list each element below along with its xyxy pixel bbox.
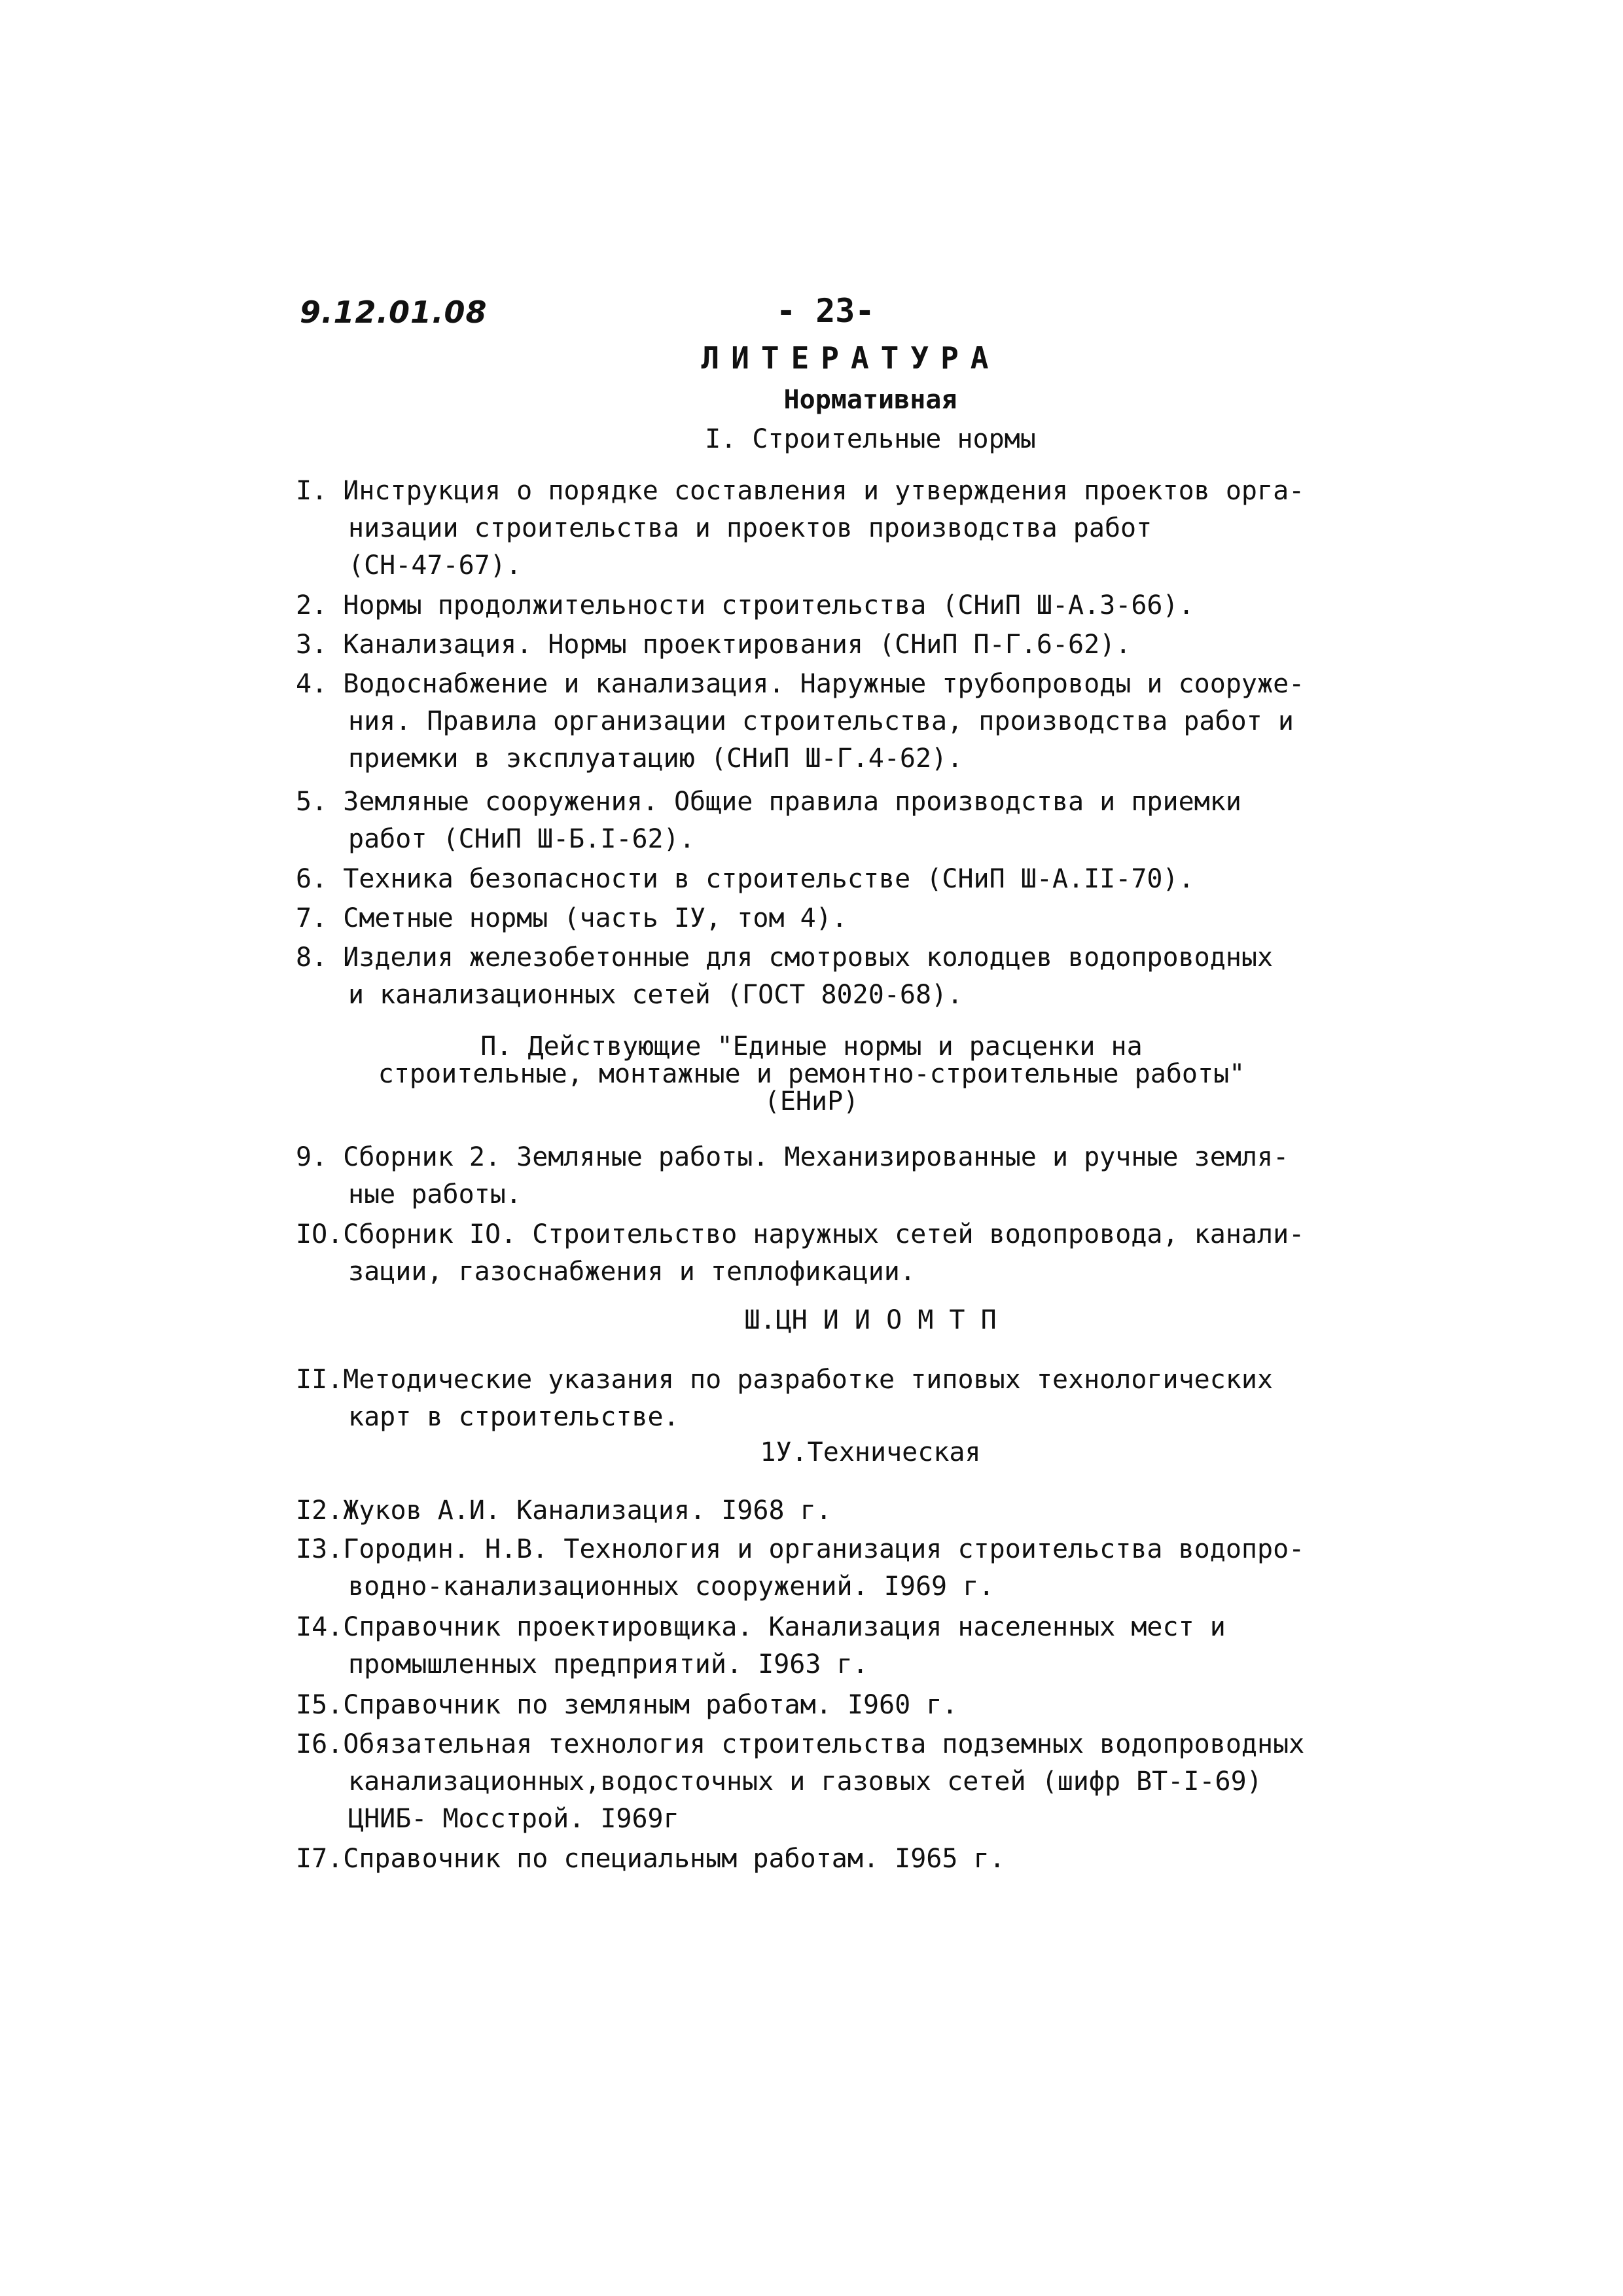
reference-entry-11 bbox=[296, 1361, 1356, 1436]
entry-line: зации, газоснабжения и теплофикации. bbox=[348, 1257, 916, 1287]
entry-line: I5.Справочник по земляным работам. I960 г. bbox=[296, 1690, 958, 1720]
reference-entry-17 bbox=[296, 1840, 1356, 1878]
entry-line: I4.Справочник проектировщика. Канализация населенных мест и bbox=[296, 1612, 1226, 1642]
page-number: - 23- bbox=[776, 292, 875, 330]
reference-entry-9 bbox=[296, 1139, 1356, 1213]
reference-entry-8 bbox=[296, 939, 1356, 1014]
entry-line: низации строительства и проектов производства работ bbox=[348, 513, 1152, 543]
entry-line: II.Методические указания по разработке типовых технологических bbox=[296, 1365, 1274, 1395]
reference-entry-1 bbox=[296, 473, 1356, 584]
entry-line: и канализационных сетей (ГОСТ 8020-68). bbox=[348, 980, 963, 1010]
entry-line: 4. Водоснабжение и канализация. Наружные трубопроводы и сооруже- bbox=[296, 669, 1305, 699]
entry-line: 7. Сметные нормы (часть IУ, том 4). bbox=[296, 903, 847, 933]
entry-line: ния. Правила организации строительства, производства работ и bbox=[348, 706, 1294, 736]
entry-line: 6. Техника безопасности в строительстве (СНиП Ш-А.II-70). bbox=[296, 864, 1194, 894]
entry-line: I6.Обязательная технология строительства подземных водопроводных bbox=[296, 1729, 1305, 1759]
section-heading-2-line: (ЕНиР) bbox=[764, 1086, 859, 1117]
entry-line: приемки в эксплуатацию (СНиП Ш-Г.4-62). bbox=[348, 744, 963, 774]
document-code: 9.12.01.08 bbox=[300, 295, 488, 330]
reference-entry-16 bbox=[296, 1726, 1356, 1838]
entry-line: I7.Справочник по специальным работам. I965 г. bbox=[296, 1844, 1005, 1874]
entry-line: 8. Изделия железобетонные для смотровых колодцев водопроводных bbox=[296, 942, 1274, 973]
section-heading-4: 1У.Техническая bbox=[760, 1437, 981, 1467]
entry-line: I2.Жуков А.И. Канализация. I968 г. bbox=[296, 1496, 832, 1526]
entry-line: ЦНИБ- Мосстрой. I969г bbox=[348, 1804, 679, 1834]
section-heading-2-line: строительные, монтажные и ремонтно-строительные работы" bbox=[378, 1059, 1245, 1089]
entry-line: работ (СНиП Ш-Б.I-62). bbox=[348, 824, 695, 854]
reference-entry-4 bbox=[296, 666, 1356, 778]
entry-line: 2. Нормы продолжительности строительства (СНиП Ш-А.3-66). bbox=[296, 590, 1194, 620]
section-heading-2 bbox=[0, 1033, 1623, 1115]
entry-line: (СН-47-67). bbox=[348, 550, 522, 581]
reference-entry-14 bbox=[296, 1609, 1356, 1683]
entry-line: 9. Сборник 2. Земляные работы. Механизированные и ручные земля- bbox=[296, 1142, 1289, 1172]
entry-line: 5. Земляные сооружения. Общие правила производства и приемки bbox=[296, 787, 1241, 817]
page-title: ЛИТЕРАТУРА bbox=[701, 340, 1001, 376]
reference-entry-5 bbox=[296, 783, 1356, 858]
entry-line: промышленных предприятий. I963 г. bbox=[348, 1649, 868, 1679]
reference-entry-15 bbox=[296, 1687, 1356, 1724]
entry-line: водно-канализационных сооружений. I969 г. bbox=[348, 1571, 995, 1602]
reference-entry-6 bbox=[296, 861, 1356, 898]
entry-line: I. Инструкция о порядке составления и утверждения проектов орга- bbox=[296, 476, 1305, 506]
entry-line: карт в строительстве. bbox=[348, 1402, 679, 1432]
reference-entry-12 bbox=[296, 1492, 1356, 1530]
reference-entry-3 bbox=[296, 626, 1356, 664]
entry-line: канализационных,водосточных и газовых сетей (шифр ВТ-I-69) bbox=[348, 1767, 1262, 1797]
reference-entry-7 bbox=[296, 900, 1356, 937]
section-heading-3: Ш.ЦН И И О М Т П bbox=[744, 1305, 997, 1335]
entry-line: IO.Сборник IO. Строительство наружных сетей водопровода, канали- bbox=[296, 1219, 1305, 1249]
entry-line: ные работы. bbox=[348, 1179, 522, 1210]
reference-entry-13 bbox=[296, 1531, 1356, 1605]
entry-line: I3.Городин. Н.В. Технология и организация строительства водопро- bbox=[296, 1534, 1305, 1564]
reference-entry-2 bbox=[296, 587, 1356, 624]
reference-entry-10 bbox=[296, 1216, 1356, 1291]
section-heading-1: I. Строительные нормы bbox=[705, 424, 1036, 454]
section-heading-2-line: П. Действующие "Единые нормы и расценки на bbox=[480, 1031, 1143, 1062]
entry-line: 3. Канализация. Нормы проектирования (СНиП П-Г.6-62). bbox=[296, 630, 1132, 660]
page-subtitle: Нормативная bbox=[783, 385, 957, 415]
